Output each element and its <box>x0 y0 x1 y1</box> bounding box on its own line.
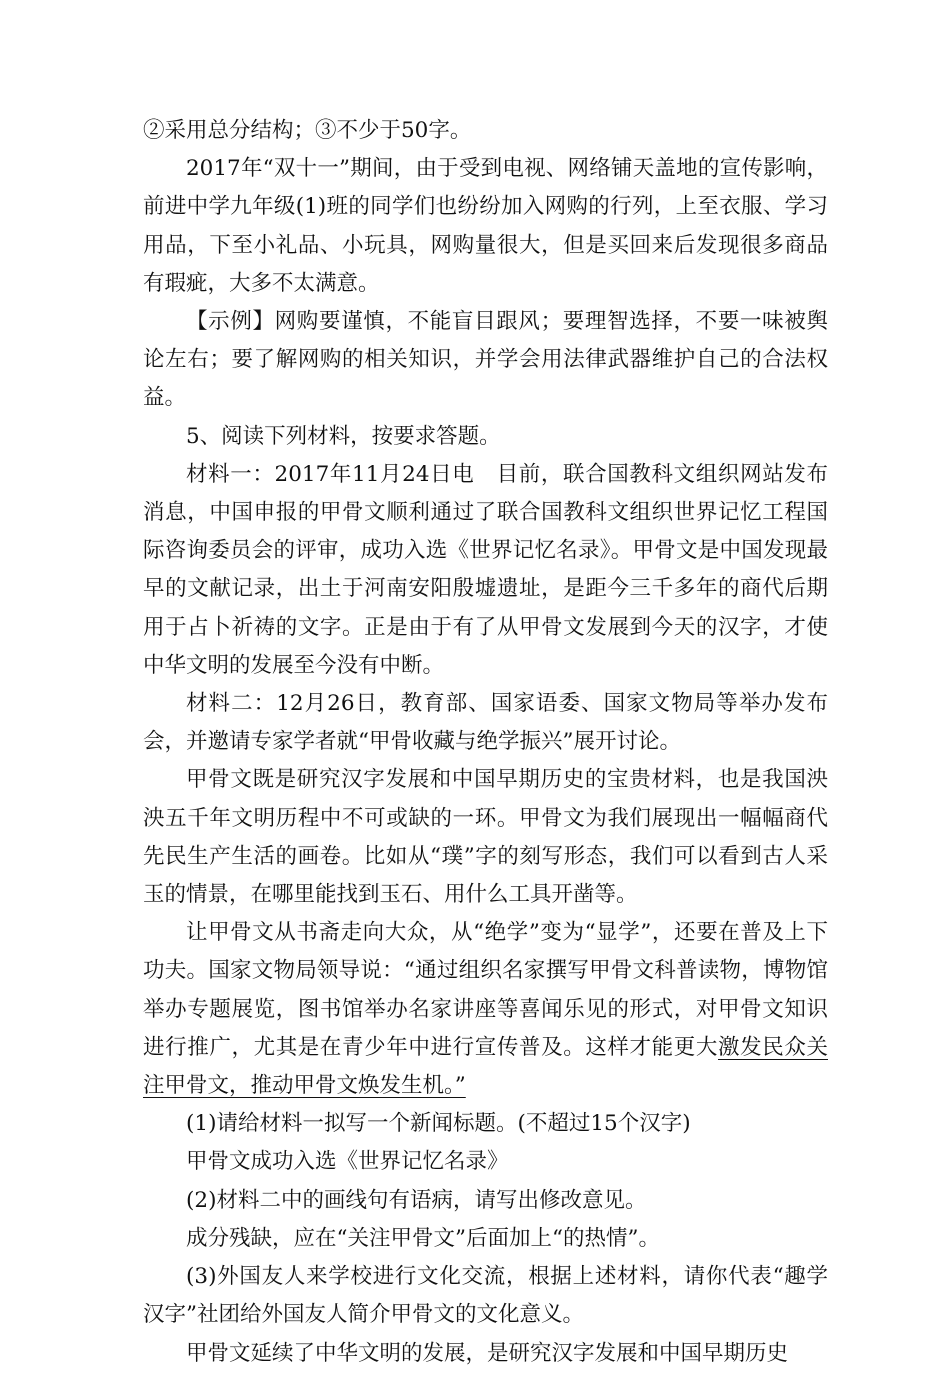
answer-5-1: 甲骨文成功入选《世界记忆名录》 <box>186 1149 509 1175</box>
answer-5-3: 甲骨文延续了中华文明的发展，是研究汉字发展和中国早期历史 <box>186 1340 789 1366</box>
document-body <box>143 112 828 1373</box>
paragraph-material-one: 材料一：2017年11月24日电 目前，联合国教科文组织网站发布消息，中国申报的甲骨文顺利通过了联合国教科文组织世界记忆工程国际咨询委员会的评审，成功入选《世界记忆名录》。甲骨文是中国发现最早的文献记录，出土于河南安阳殷墟遗址，是距今三千多年的商代后期用于占卜祈祷的文字。正是由于有了从甲骨文发展到今天的汉字，才使中华文明的发展至今没有中断。 <box>143 461 828 678</box>
paragraph-oracle-bone-value: 甲骨文既是研究汉字发展和中国早期历史的宝贵材料，也是我国泱泱五千年文明历程中不可或缺的一环。甲骨文为我们展现出一幅幅商代先民生产生活的画卷。比如从“璞”字的刻写形态，我们可以看到古人采玉的情景，在哪里能找到玉石、用什么工具开凿等。 <box>143 767 828 908</box>
question-5-1: (1)请给材料一拟写一个新闻标题。(不超过15个汉字) <box>186 1111 691 1137</box>
paragraph-popularization <box>143 914 828 1105</box>
question-5-3: (3)外国友人来学校进行文化交流，根据上述材料，请你代表“趣学汉字”社团给外国友人简介甲骨文的文化意义。 <box>143 1264 828 1328</box>
question-5-heading: 5、阅读下列材料，按要求答题。 <box>186 423 501 449</box>
popularization-text: 让甲骨文从书斋走向大众，从“绝学”变为“显学”，还要在普及上下功夫。国家文物局领导说：“通过组织名家撰写甲骨文科普读物，博物馆举办专题展览，图书馆举办名家讲座等喜闻乐见的形式，对甲骨文知识进行推广，尤其是在青少年中进行宣传普及。这样才能更大 <box>143 920 828 1060</box>
underlined-sentence: 激发民众关注甲骨文，推动甲骨文焕发生机。” <box>143 1034 828 1099</box>
paragraph-example-answer: 【示例】网购要谨慎，不能盲目跟风；要理智选择，不要一味被舆论左右；要了解网购的相关知识，并学会用法律武器维护自己的合法权益。 <box>143 309 828 411</box>
paragraph-material-two: 材料二：12月26日，教育部、国家语委、国家文物局等举办发布会，并邀请专家学者就“甲骨收藏与绝学振兴”展开讨论。 <box>143 691 828 755</box>
question-5-2: (2)材料二中的画线句有语病，请写出修改意见。 <box>186 1187 647 1213</box>
paragraph-requirements: ②采用总分结构；③不少于50字。 <box>143 118 472 143</box>
answer-5-2: 成分残缺，应在“关注甲骨文”后面加上“的热情”。 <box>186 1225 660 1251</box>
paragraph-double-eleven: 2017年“双十一”期间，由于受到电视、网络铺天盖地的宣传影响，前进中学九年级(1)班的同学们也纷纷加入网购的行列，上至衣服、学习用品，下至小礼品、小玩具，网购量很大，但是买回来后发现很多商品有瑕疵，大多不太满意。 <box>143 156 828 296</box>
